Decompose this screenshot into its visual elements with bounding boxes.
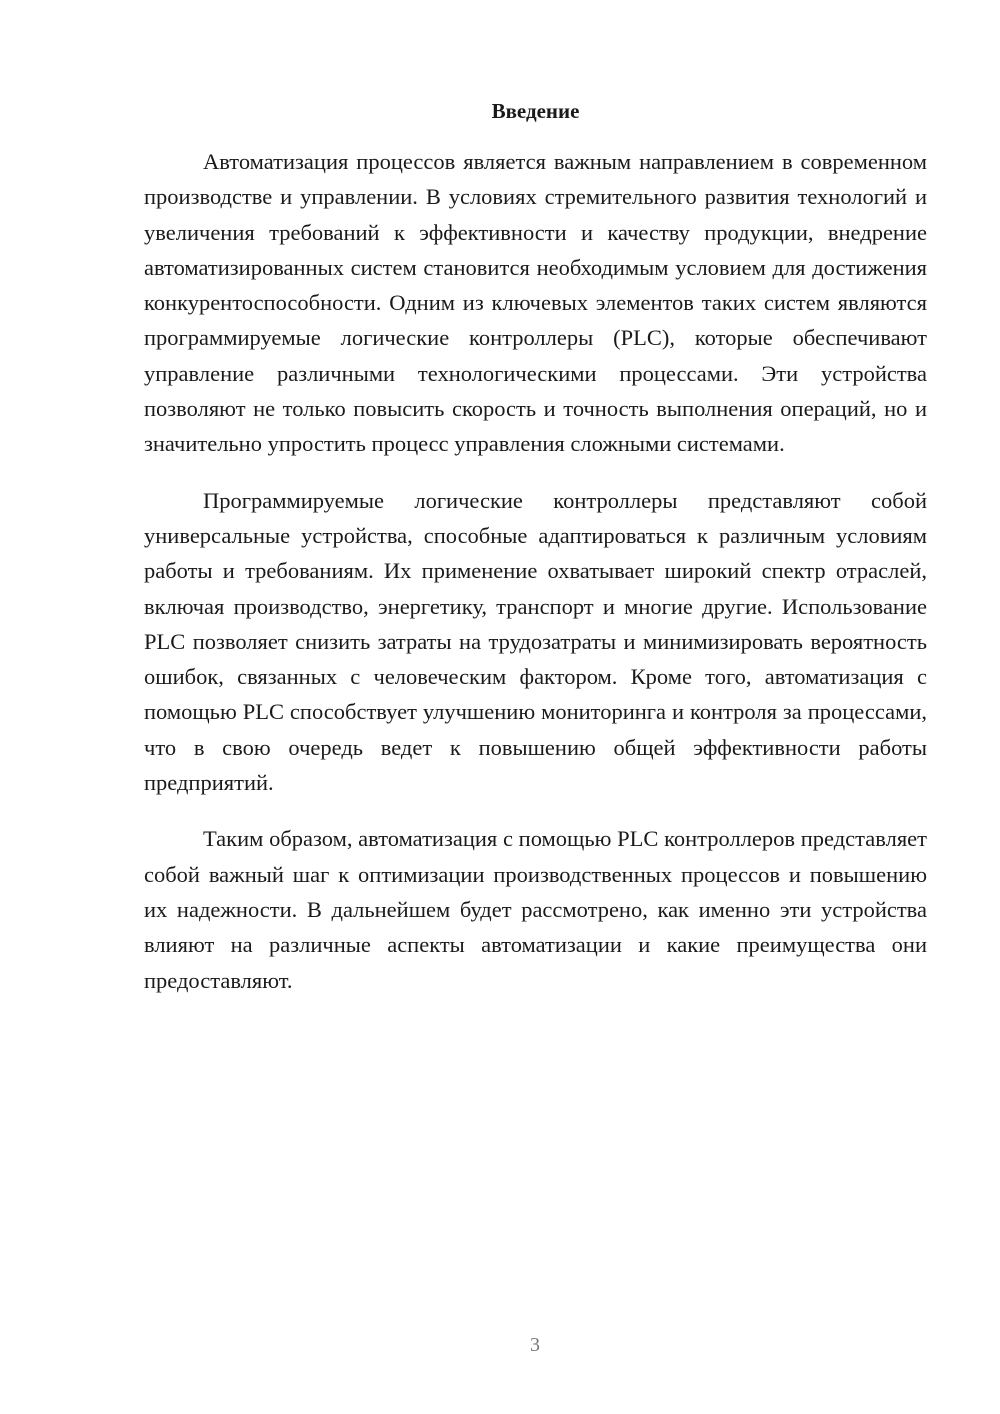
paragraph-1: Автоматизация процессов является важным направлением в современном производстве и управлении. В условиях стремительного развития технологий и увеличения требований к эффективности и качеству продукции, внедрение автоматизированных систем становится необходимым условием для достижения конкурентоспособности. Одним из ключевых элементов таких систем являются программируемые логические контроллеры (PLC), которые обеспечивают управление различными технологическими процессами. Эти устройства позволяют не только повысить скорость и точность выполнения операций, но и значительно упростить процесс управления сложными системами.: [144, 149, 927, 457]
paragraph-3: Таким образом, автоматизация с помощью PLC контроллеров представляет собой важный шаг к оптимизации производственных процессов и повышению их надежности. В дальнейшем будет рассмотрено, как именно эти устройства влияют на различные аспекты автоматизации и какие преимущества они предоставляют.: [144, 826, 927, 993]
paragraph-2: Программируемые логические контроллеры представляют собой универсальные устройства, способные адаптироваться к различным условиям работы и требованиям. Их применение охватывает широкий спектр отраслей, включая производство, энергетику, транспорт и многие другие. Использование PLC позволяет снизить затраты на трудозатраты и минимизировать вероятность ошибок, связанных с человеческим фактором. Кроме того, автоматизация с помощью PLC способствует улучшению мониторинга и контроля за процессами, что в свою очередь ведет к повышению общей эффективности работы предприятий.: [144, 487, 927, 796]
page-number: 3: [530, 1334, 540, 1356]
section-title: Введение: [491, 99, 580, 123]
page-content: [144, 98, 927, 1019]
